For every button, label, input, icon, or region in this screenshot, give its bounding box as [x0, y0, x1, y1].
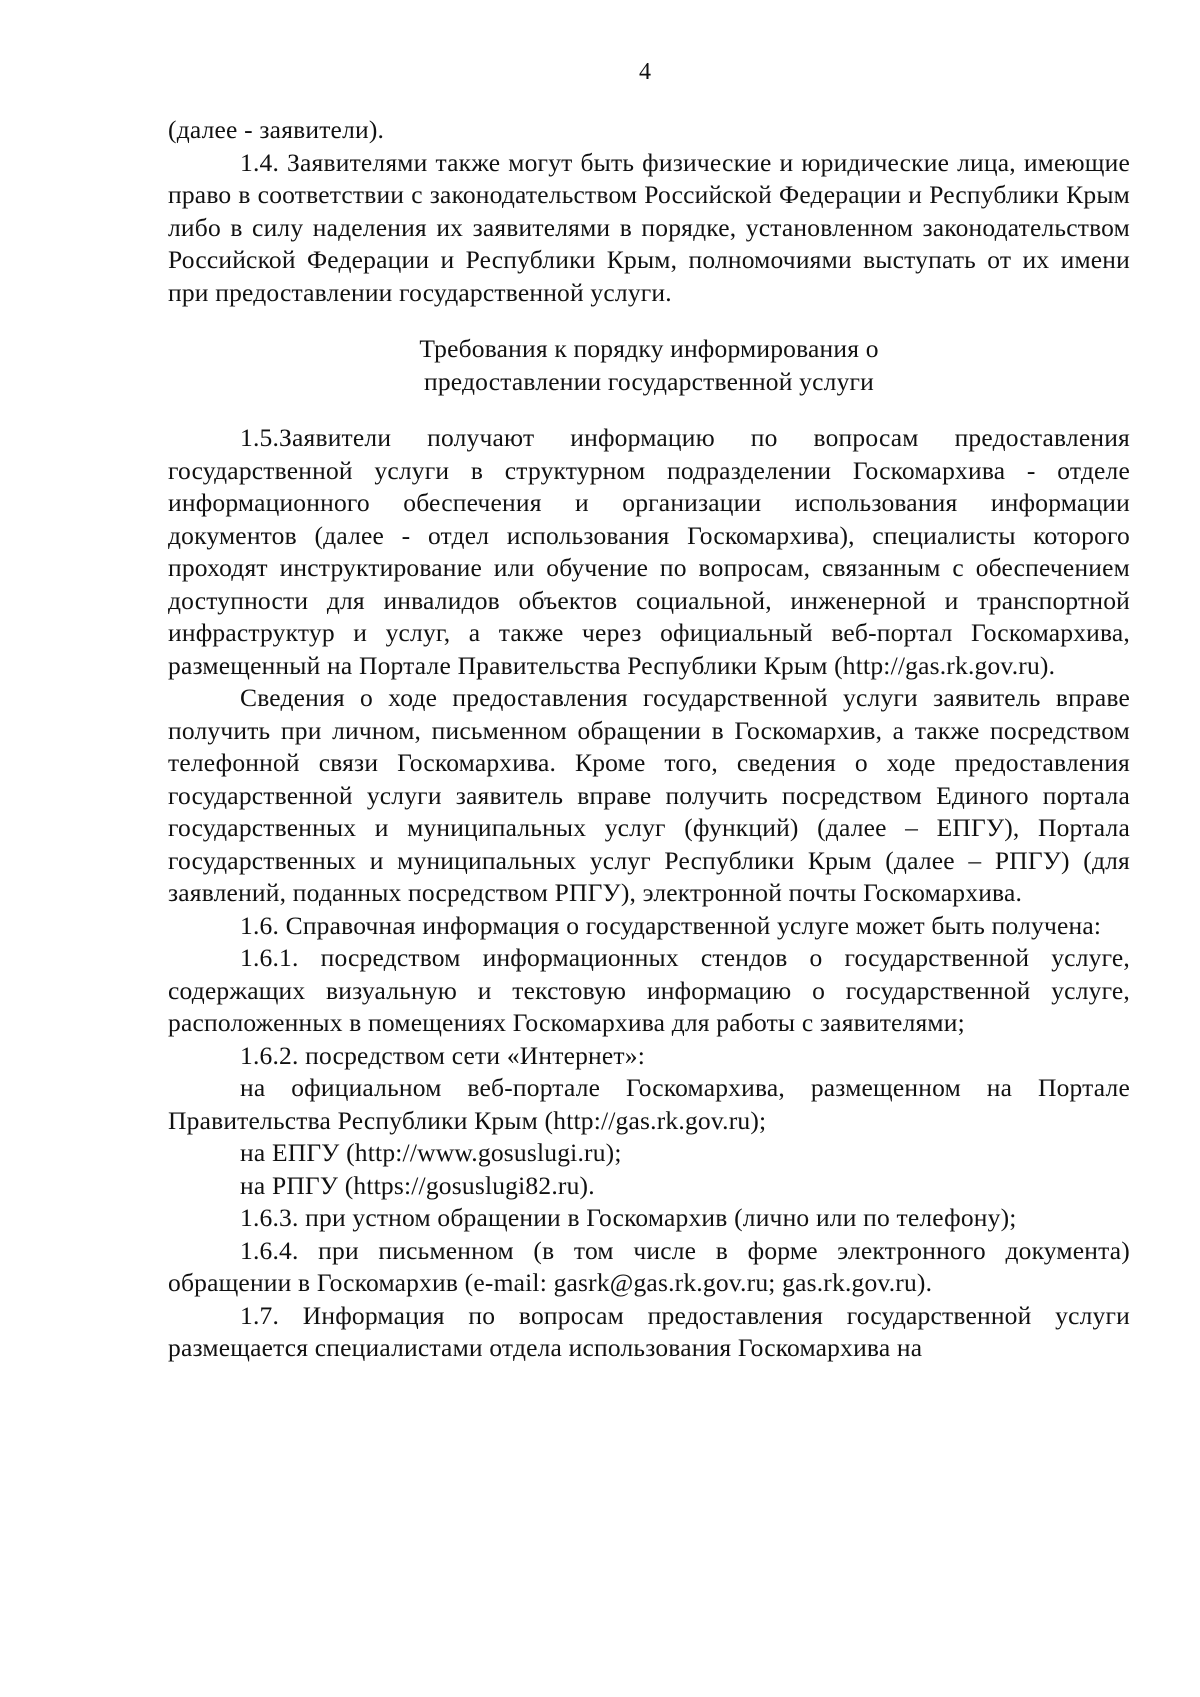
- paragraph-1-6: 1.6. Справочная информация о государственной услуге может быть получена:: [240, 910, 1102, 940]
- paragraph-status-info: Сведения о ходе предоставления государственной услуги заявитель вправе получить при личном, письменном обращении в Госкомархив, а также посредством телефонной связи Госкомархива. Кроме того, сведения о ходе предоставления государственной услуги заявитель вправе получить посредством Единого портала государственных и муниципальных услуг (функций) (далее – ЕПГУ), Портала государственных и муниципальных услуг Республики Крым (далее – РПГУ) (для заявлений, поданных посредством РПГУ), электронной почты Госкомархива.: [168, 683, 1130, 907]
- paragraph-1-5: 1.5.Заявители получают информацию по вопросам предоставления государственной услуги в структурном подразделении Госкомархива - отделе информационного обеспечения и организации использования информации документов (далее - отдел использования Госкомархива), специалисты которого проходят инструктирование или обучение по вопросам, связанным с обеспечением доступности для инвалидов объектов социальной, инженерной и транспортной инфраструктур и услуг, а также через официальный веб-портал Госкомархива, размещенный на Портале Правительства Республики Крым (http://gas.rk.gov.ru).: [168, 423, 1130, 680]
- paragraph-rpgu: на РПГУ (https://gosuslugi82.ru).: [240, 1170, 595, 1200]
- section-heading: [168, 333, 1130, 398]
- paragraph-web-portal: на официальном веб-портале Госкомархива, размещенном на Портале Правительства Республики Крым (http://gas.rk.gov.ru);: [168, 1073, 1130, 1135]
- page-number: 4: [639, 59, 651, 85]
- section-heading-line-1: Требования к порядку информирования о: [419, 334, 879, 363]
- paragraph-1-6-1: 1.6.1. посредством информационных стендов о государственной услуге, содержащих визуальную и текстовую информацию о государственной услуге, расположенных в помещениях Госкомархива для работы с заявителями;: [168, 943, 1130, 1037]
- paragraph-1-6-4: 1.6.4. при письменном (в том числе в форме электронного документа) обращении в Госкомархив (e-mail: gasrk@gas.rk.gov.ru; gas.rk.gov.ru).: [168, 1235, 1130, 1297]
- paragraph-1-7: 1.7. Информация по вопросам предоставления государственной услуги размещается специалистами отдела использования Госкомархива на: [168, 1300, 1130, 1362]
- section-heading-line-2: предоставлении государственной услуги: [423, 366, 875, 396]
- document-body: [168, 114, 1130, 1365]
- paragraph-1-4: 1.4. Заявителями также могут быть физические и юридические лица, имеющие право в соответствии с законодательством Российской Федерации и Республики Крым либо в силу наделения их заявителями в порядке, установленном законодательством Российской Федерации и Республики Крым, полномочиями выступать от их имени при предоставлении государственной услуги.: [168, 147, 1130, 307]
- paragraph-epgu: на ЕПГУ (http://www.gosuslugi.ru);: [240, 1138, 622, 1167]
- paragraph-1-6-2: 1.6.2. посредством сети «Интернет»:: [240, 1040, 645, 1070]
- paragraph-applicants-continued: (далее - заявители).: [168, 115, 385, 144]
- paragraph-1-6-3: 1.6.3. при устном обращении в Госкомархив (лично или по телефону);: [240, 1203, 1017, 1232]
